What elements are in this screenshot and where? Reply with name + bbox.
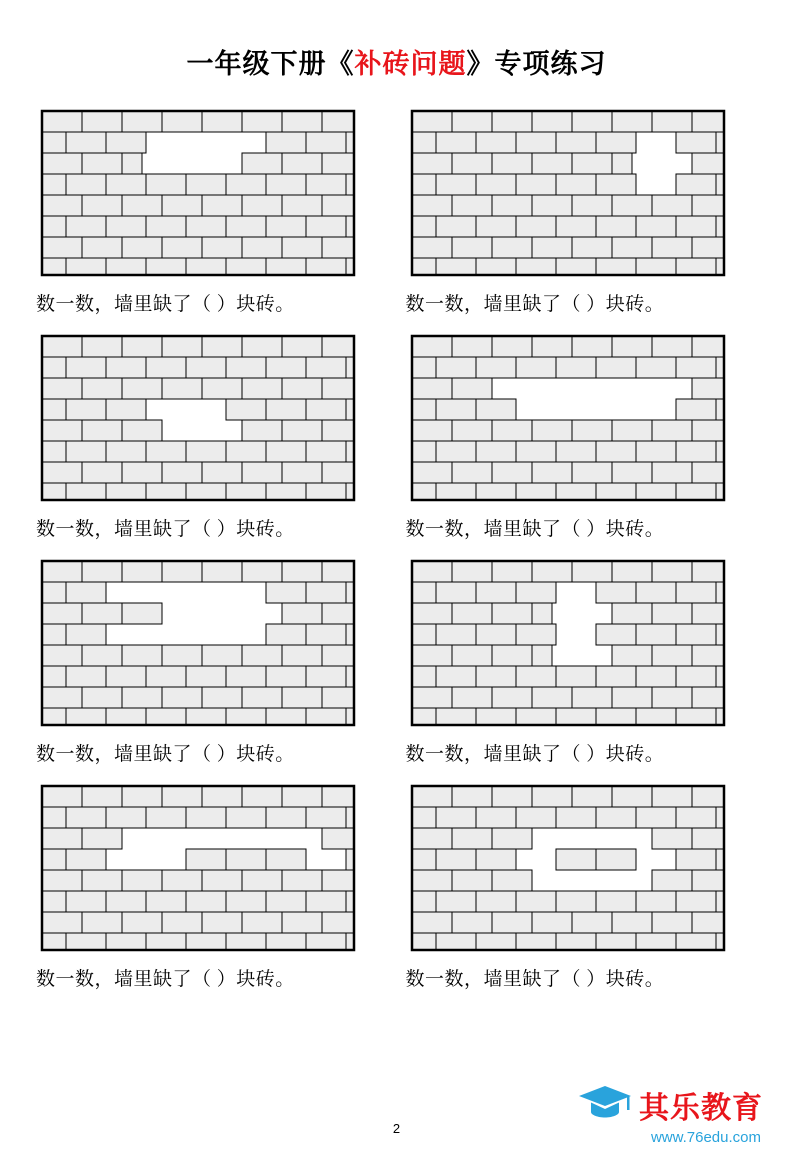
exercise-question: 数一数，墙里缺了（ ）块砖。 (36, 294, 295, 315)
worksheet-page (0, 42, 793, 1164)
exercise-question: 数一数，墙里缺了（ ）块砖。 (405, 969, 665, 990)
exercise-item (406, 107, 758, 316)
exercise-item (36, 557, 388, 766)
title-before: 一年级下册《 (186, 49, 355, 79)
exercise-question: 数一数，墙里缺了（ ）块砖。 (36, 969, 295, 990)
exercise-item (36, 107, 388, 316)
logo-text: 其乐教育 (639, 1091, 763, 1125)
brick-wall-diagram-7 (38, 782, 358, 954)
exercise-item (36, 782, 388, 991)
site-logo (577, 1082, 763, 1146)
exercise-item (406, 782, 758, 991)
logo-url: www.76edu.com (650, 1129, 761, 1146)
brick-wall-diagram-3 (38, 332, 358, 504)
exercise-item (36, 332, 388, 541)
brick-wall-diagram-4 (408, 332, 728, 504)
graduation-cap-icon (577, 1082, 633, 1127)
brick-wall-diagram-8 (408, 782, 728, 954)
brick-wall-diagram-1 (38, 107, 358, 279)
brick-wall-diagram-5 (38, 557, 358, 729)
exercise-question: 数一数，墙里缺了（ ）块砖。 (405, 294, 665, 315)
exercise-question: 数一数，墙里缺了（ ）块砖。 (36, 519, 295, 540)
title-after: 》专项练习 (466, 49, 607, 79)
exercise-question: 数一数，墙里缺了（ ）块砖。 (405, 744, 665, 765)
title-highlight: 补砖问题 (354, 49, 467, 79)
exercise-grid (0, 107, 793, 991)
brick-wall-diagram-2 (408, 107, 728, 279)
page-number: 2 (392, 1121, 401, 1136)
exercise-question: 数一数，墙里缺了（ ）块砖。 (405, 519, 665, 540)
exercise-item (406, 332, 758, 541)
exercise-question: 数一数，墙里缺了（ ）块砖。 (36, 744, 295, 765)
page-title (0, 42, 793, 81)
exercise-item (406, 557, 758, 766)
brick-wall-diagram-6 (408, 557, 728, 729)
logo-row (577, 1082, 763, 1127)
